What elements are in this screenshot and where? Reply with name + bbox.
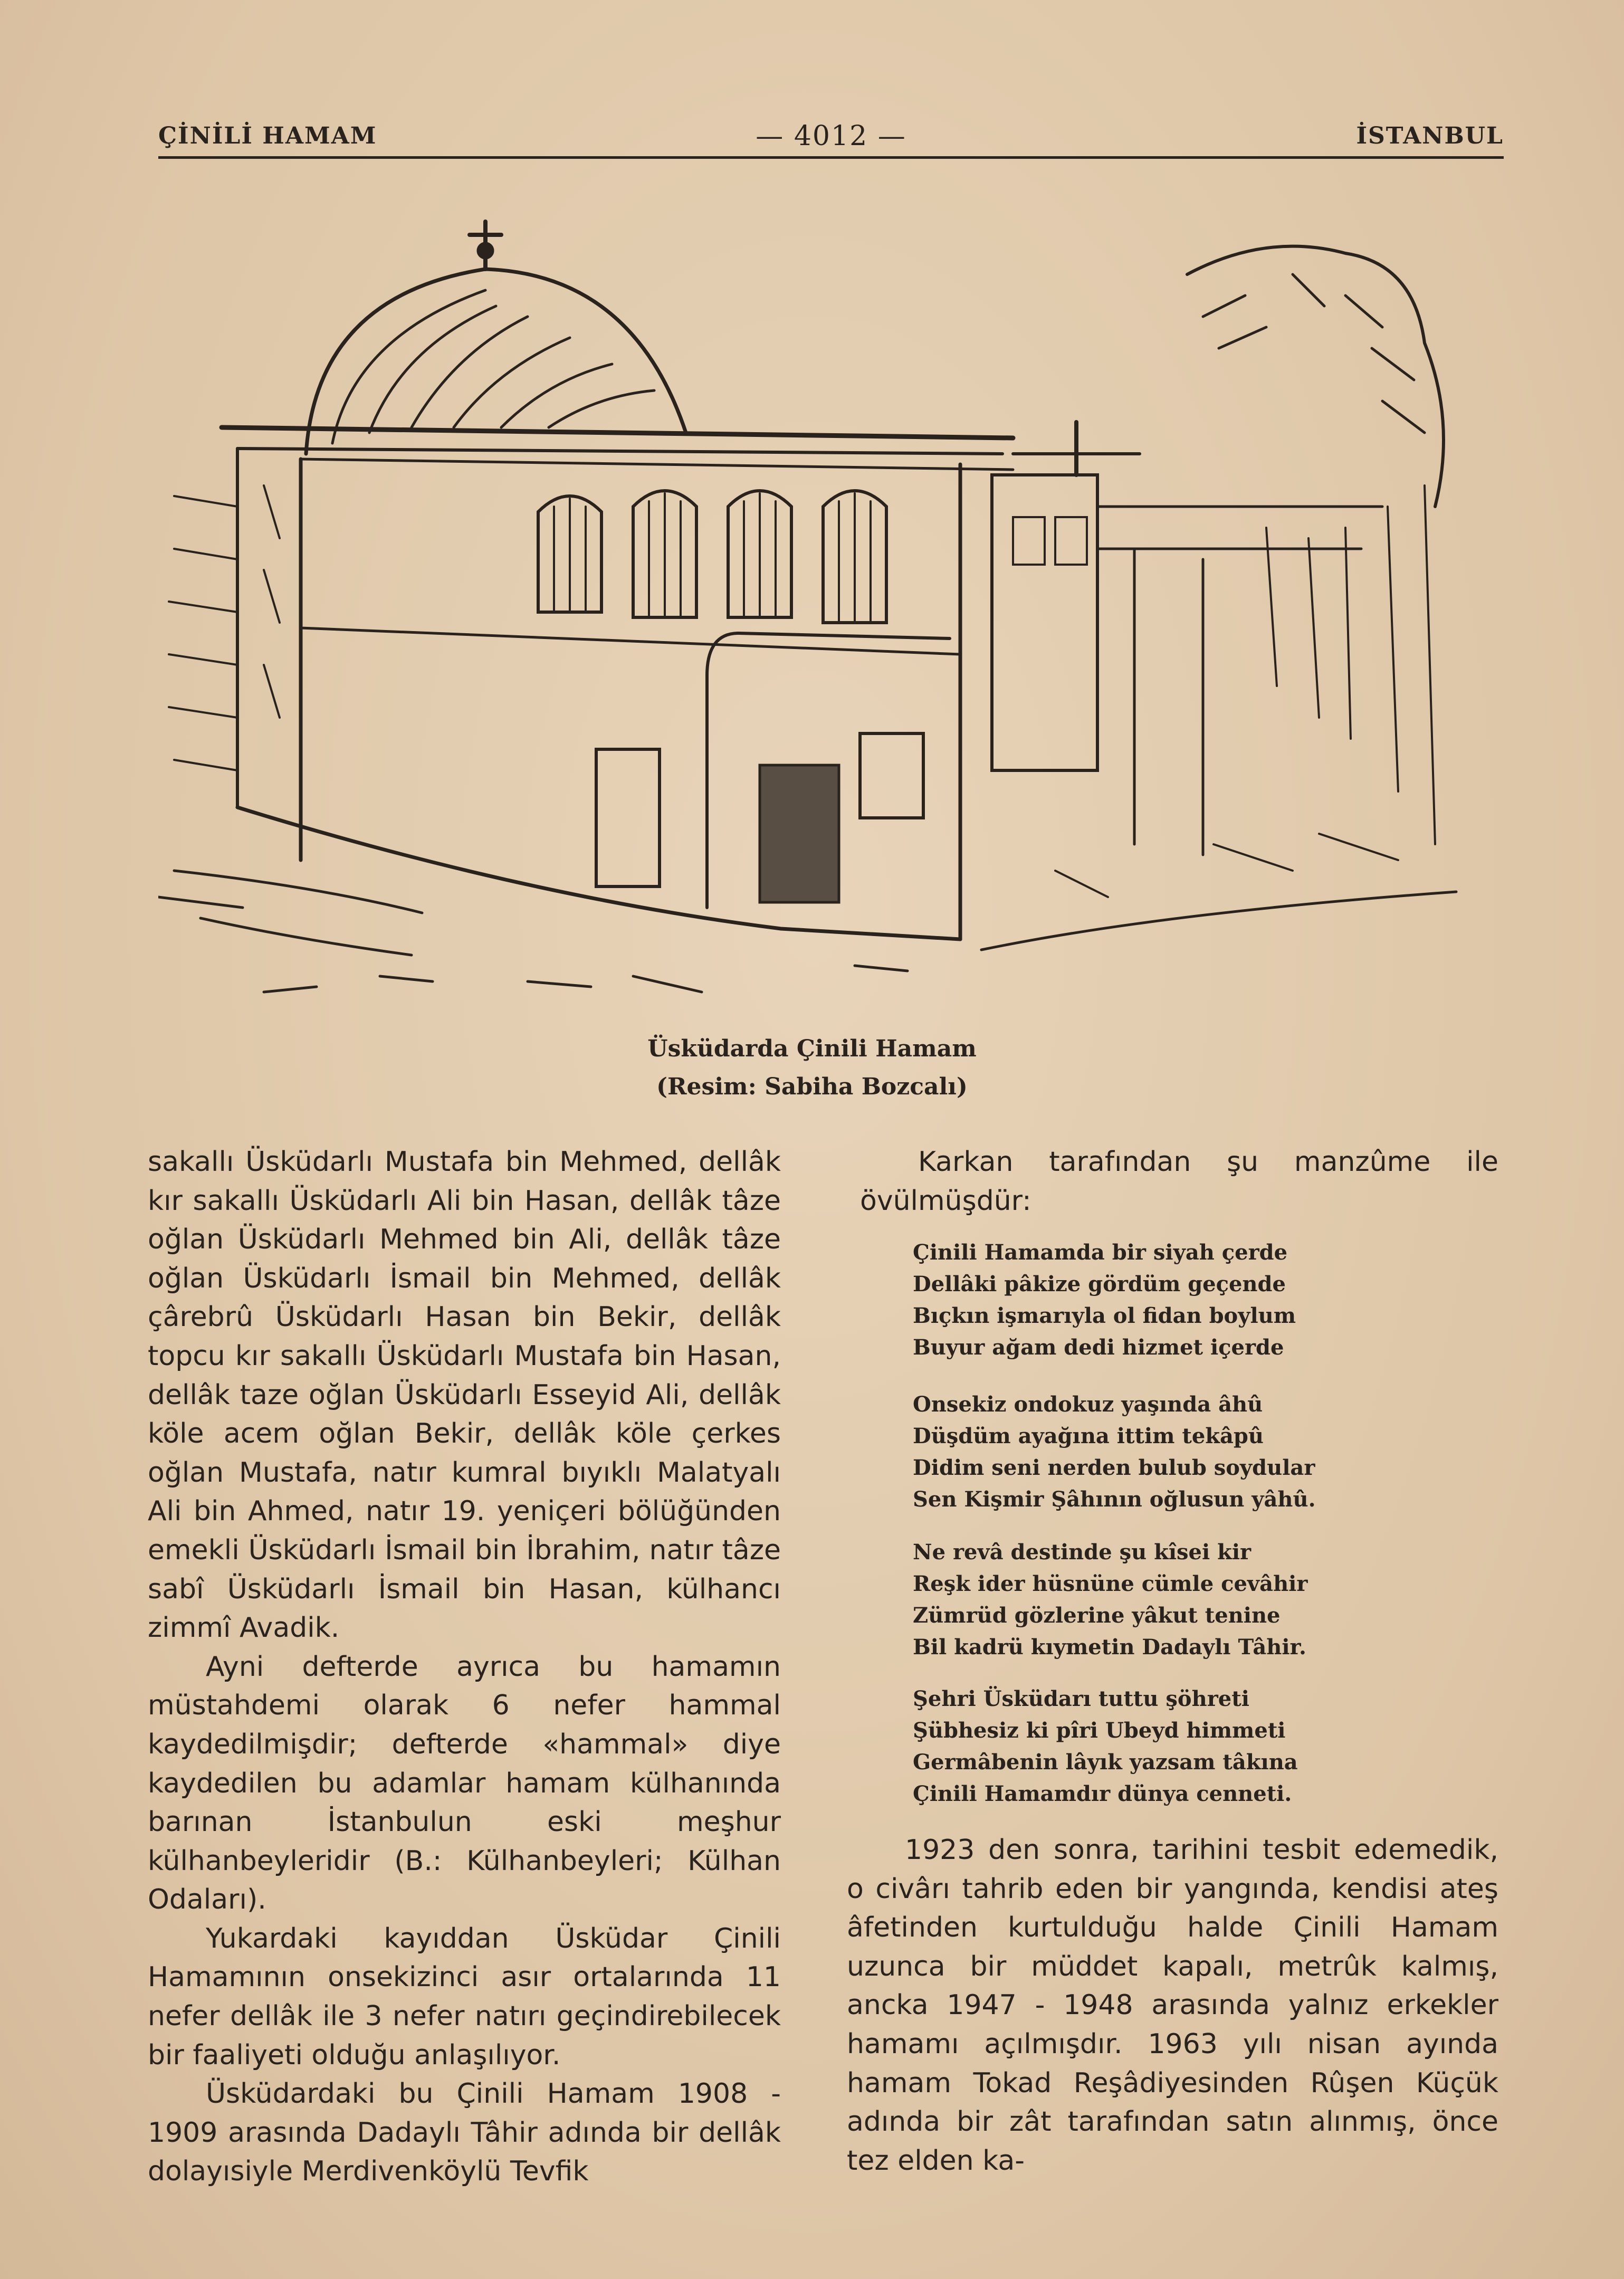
running-header: [158, 115, 1504, 157]
poem-line: Buyur ağam dedi hizmet içerde: [913, 1335, 1284, 1360]
paragraph: Üsküdardaki bu Çinili Hamam 1908 - 1909 arasında Dadaylı Tâhir adında bir dellâk dolayısiyle Merdivenköylü Tevfik: [148, 2078, 781, 2188]
header-rule: [158, 156, 1504, 159]
header-section-title: ÇİNİLİ HAMAM: [158, 122, 377, 149]
poem-line: Düşdüm ayağına ittim tekâpû: [913, 1424, 1264, 1448]
poem-line: Onsekiz ondokuz yaşında âhû: [913, 1392, 1263, 1417]
hamam-illustration: [158, 211, 1477, 1018]
poem-line: Sen Kişmir Şâhının oğlusun yâhû.: [913, 1487, 1316, 1512]
paragraph: sakallı Üsküdarlı Mustafa bin Mehmed, dellâk kır sakallı Üsküdarlı Ali bin Hasan, dellâk tâze oğlan Üsküdarlı Mehmed bin Ali, dellâk tâze oğlan Üsküdarlı İsmail bin Mehmed, dellâk çârebrû Üsküdarlı Hasan bin Bekir, dellâk topcu kır sakallı Üsküdarlı Mustafa bin Hasan, dellâk taze oğlan Üsküdarlı Esseyid Ali, dellâk köle acem oğlan Bekir, dellâk köle çerkes oğlan Mustafa, natır kumral bıyıklı Malatyalı Ali bin Ahmed, natır 19. yeniçeri bölüğünden emekli Üsküdarlı İsmail bin İbrahim, natır tâze sabî Üsküdarlı İsmail bin Hasan, külhancı zimmî Avadik.: [148, 1146, 781, 1644]
poem-line: Şübhesiz ki pîri Ubeyd himmeti: [913, 1718, 1286, 1743]
poem-line: Çinili Hamamdır dünya cenneti.: [913, 1781, 1292, 1806]
poem-line: Dellâki pâkize gördüm geçende: [913, 1272, 1286, 1296]
poem-line: Reşk ider hüsnüne cümle cevâhir: [913, 1571, 1308, 1596]
poem-stanza: [913, 1389, 1440, 1515]
left-column: [148, 1143, 781, 2191]
figure-caption-credit: (Resim: Sabiha Bozcalı): [656, 1073, 968, 1100]
poem-line: Şehri Üsküdarı tuttu şöhreti: [913, 1686, 1249, 1711]
poem-stanza: [913, 1683, 1440, 1810]
poem-line: Germâbenin lâyık yazsam tâkına: [913, 1750, 1298, 1775]
poem-line: Bıçkın işmarıyla ol fidan boylum: [913, 1303, 1296, 1328]
poem-line: Ne revâ destinde şu kîsei kir: [913, 1540, 1252, 1565]
paragraph: Karkan tarafından şu manzûme ile övülmüşdür:: [860, 1146, 1498, 1217]
right-column-body: [847, 1831, 1498, 2180]
poem-line: Bil kadrü kıymetin Dadaylı Tâhir.: [913, 1635, 1306, 1660]
header-volume-title: İSTANBUL: [1356, 122, 1504, 149]
poem-line: Zümrüd gözlerine yâkut tenine: [913, 1603, 1281, 1628]
paragraph: Yukardaki kayıddan Üsküdar Çinili Hamamının onsekizinci asır ortalarında 11 nefer dellâk ile 3 nefer natırı geçindirebilecek bir faaliyeti olduğu anlaşılıyor.: [148, 1922, 781, 2071]
page-number: — 4012 —: [756, 120, 906, 152]
paragraph: Ayni defterde ayrıca bu hamamın müstahdemi olarak 6 nefer hammal kaydedilmişdir; defterde «hammal» diye kaydedilen bu adamlar hamam külhanında barınan İstanbulun eski meşhur külhanbeyleridir (B.: Külhanbeyleri; Külhan Odaları).: [148, 1651, 781, 1916]
poem-line: Didim seni nerden bulub soydular: [913, 1455, 1315, 1480]
poem-stanza: [913, 1537, 1440, 1663]
paragraph: 1923 den sonra, tarihini tesbit edemedik, o civârı tahrib eden bir yangında, kendisi ateş âfetinden kurtulduğu halde Çinili Hamam uzunca bir müddet kapalı, metrûk kalmış, ancka 1947 - 1948 arasında yalnız erkekler hamamı açılmışdır. 1963 yılı nisan ayında hamam Tokad Reşâdiyesinden Rûşen Küçük adında bir zât tarafından satın alınmış, önce tez elden ka-: [847, 1834, 1498, 2177]
poem-line: Çinili Hamamda bir siyah çerde: [913, 1240, 1288, 1265]
poem-stanza: [913, 1237, 1440, 1363]
right-column-intro: [860, 1143, 1498, 1220]
figure-caption-title: Üsküdarda Çinili Hamam: [647, 1035, 977, 1062]
